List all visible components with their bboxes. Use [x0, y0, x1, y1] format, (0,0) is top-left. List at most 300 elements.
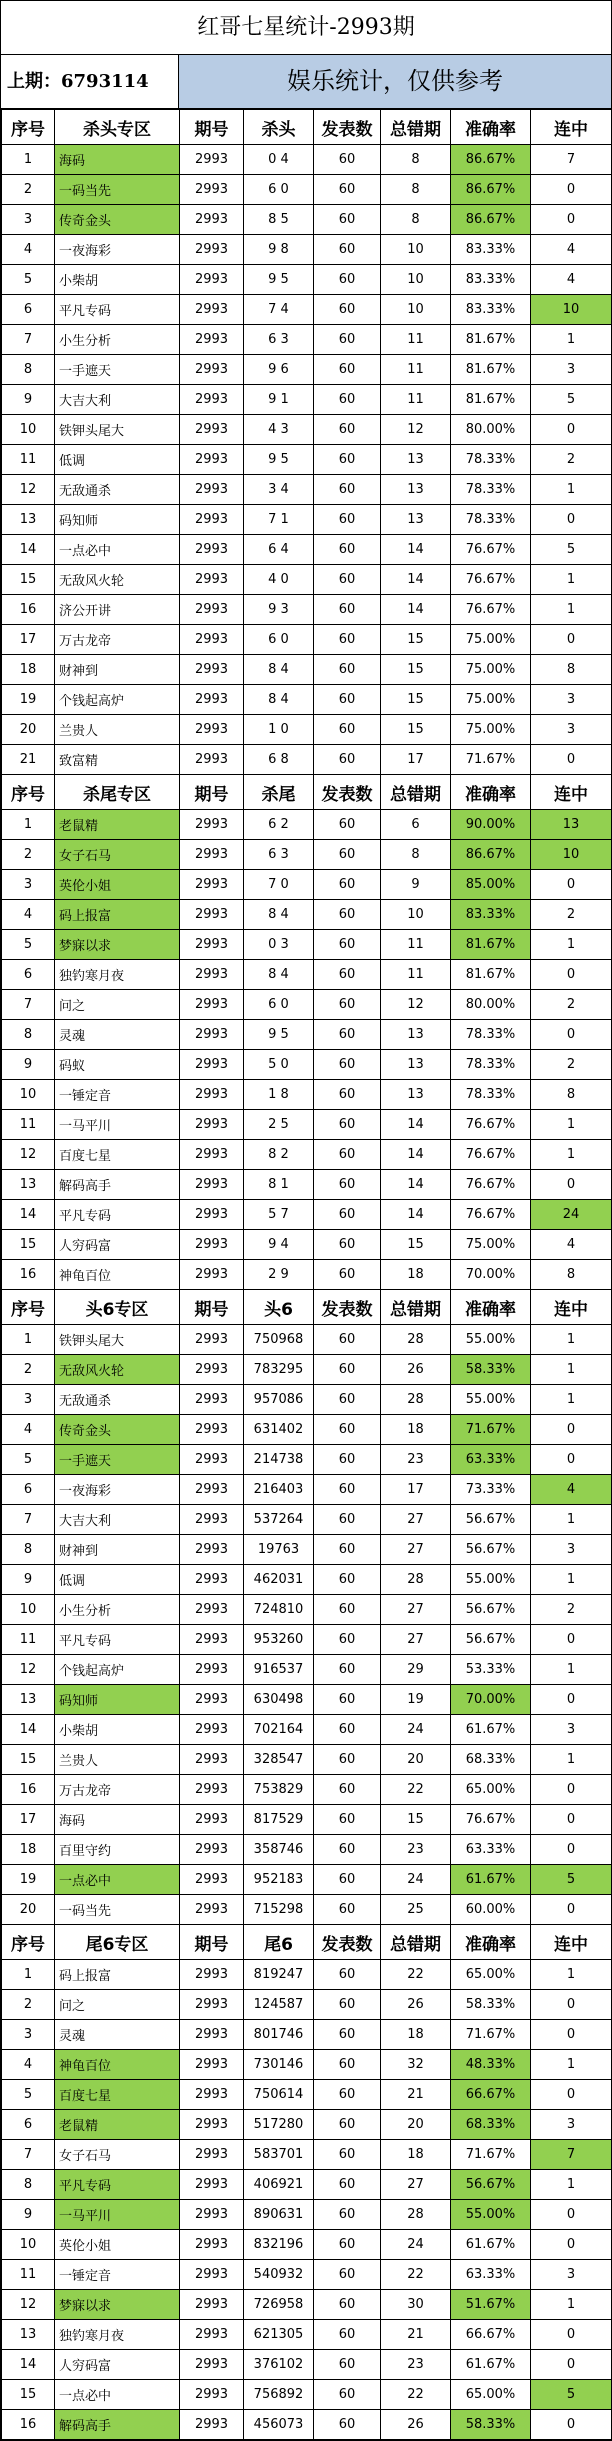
- row-index: 12: [2, 2290, 55, 2320]
- row-index: 10: [2, 1080, 55, 1110]
- table-row: [2, 565, 612, 595]
- predictor-name: 大吉大利: [55, 385, 180, 415]
- published-count: 60: [314, 145, 381, 175]
- row-index: 20: [2, 715, 55, 745]
- row-index: 4: [2, 1415, 55, 1445]
- prediction-value: 801746: [244, 2020, 314, 2050]
- error-count: 8: [381, 145, 451, 175]
- table-row: [2, 475, 612, 505]
- issue-number: 2993: [180, 960, 244, 990]
- published-count: 60: [314, 1050, 381, 1080]
- accuracy-rate: 78.33%: [451, 1020, 531, 1050]
- published-count: 60: [314, 2110, 381, 2140]
- prediction-value: 6 3: [244, 840, 314, 870]
- row-index: 21: [2, 745, 55, 775]
- table-row: [2, 1745, 612, 1775]
- accuracy-rate: 81.67%: [451, 930, 531, 960]
- issue-number: 2993: [180, 1445, 244, 1475]
- row-index: 18: [2, 655, 55, 685]
- predictor-name: 解码高手: [55, 1170, 180, 1200]
- win-streak: 0: [531, 625, 612, 655]
- issue-number: 2993: [180, 2170, 244, 2200]
- issue-number: 2993: [180, 655, 244, 685]
- error-count: 13: [381, 445, 451, 475]
- row-index: 1: [2, 810, 55, 840]
- win-streak: 1: [531, 1655, 612, 1685]
- table-row: [2, 265, 612, 295]
- table-row: [2, 1960, 612, 1990]
- predictor-name: 百度七星: [55, 1140, 180, 1170]
- table-row: [2, 2140, 612, 2170]
- accuracy-rate: 58.33%: [451, 1990, 531, 2020]
- accuracy-rate: 85.00%: [451, 870, 531, 900]
- accuracy-rate: 56.67%: [451, 1595, 531, 1625]
- win-streak: 0: [531, 1685, 612, 1715]
- win-streak: 0: [531, 1990, 612, 2020]
- prediction-value: 6 3: [244, 325, 314, 355]
- issue-number: 2993: [180, 1595, 244, 1625]
- predictor-name: 老鼠精: [55, 2110, 180, 2140]
- predictor-name: 小生分析: [55, 325, 180, 355]
- table-row: [2, 535, 612, 565]
- prediction-value: 358746: [244, 1835, 314, 1865]
- win-streak: 3: [531, 685, 612, 715]
- predictor-name: 英伦小姐: [55, 2230, 180, 2260]
- row-index: 12: [2, 1655, 55, 1685]
- error-count: 6: [381, 810, 451, 840]
- section-header-row: [2, 1925, 612, 1960]
- prediction-value: 7 0: [244, 870, 314, 900]
- win-streak: 1: [531, 1355, 612, 1385]
- error-count: 24: [381, 2230, 451, 2260]
- published-header: 发表数: [314, 110, 381, 145]
- predictor-name: 小生分析: [55, 1595, 180, 1625]
- error-count: 20: [381, 1745, 451, 1775]
- published-count: 60: [314, 2200, 381, 2230]
- predictor-name: 平凡专码: [55, 1625, 180, 1655]
- published-count: 60: [314, 205, 381, 235]
- issue-number: 2993: [180, 990, 244, 1020]
- accuracy-rate: 78.33%: [451, 1050, 531, 1080]
- published-count: 60: [314, 1355, 381, 1385]
- issue-number: 2993: [180, 1835, 244, 1865]
- issue-number: 2993: [180, 1805, 244, 1835]
- predictor-name: 神龟百位: [55, 1260, 180, 1290]
- table-row: [2, 595, 612, 625]
- published-count: 60: [314, 265, 381, 295]
- win-streak: 0: [531, 1895, 612, 1925]
- predictor-name: 独钓寒月夜: [55, 960, 180, 990]
- streak-header: 连中: [531, 1290, 612, 1325]
- error-count: 32: [381, 2050, 451, 2080]
- predictor-name: 一锤定音: [55, 1080, 180, 1110]
- accuracy-rate: 60.00%: [451, 1895, 531, 1925]
- error-count: 8: [381, 175, 451, 205]
- table-row: [2, 1325, 612, 1355]
- published-count: 60: [314, 1685, 381, 1715]
- predictor-name: 一马平川: [55, 2200, 180, 2230]
- predictor-name: 百度七星: [55, 2080, 180, 2110]
- accuracy-rate: 56.67%: [451, 2170, 531, 2200]
- error-count: 27: [381, 1595, 451, 1625]
- accuracy-header: 准确率: [451, 1925, 531, 1960]
- error-count: 12: [381, 990, 451, 1020]
- prediction-value: 957086: [244, 1385, 314, 1415]
- published-count: 60: [314, 1080, 381, 1110]
- accuracy-rate: 75.00%: [451, 655, 531, 685]
- accuracy-rate: 56.67%: [451, 1625, 531, 1655]
- published-count: 60: [314, 1415, 381, 1445]
- row-index: 9: [2, 385, 55, 415]
- win-streak: 1: [531, 2170, 612, 2200]
- accuracy-rate: 58.33%: [451, 2410, 531, 2440]
- row-index: 16: [2, 595, 55, 625]
- index-header: 序号: [2, 1925, 55, 1960]
- prediction-value: 953260: [244, 1625, 314, 1655]
- issue-header: 期号: [180, 775, 244, 810]
- row-index: 4: [2, 900, 55, 930]
- row-index: 5: [2, 2080, 55, 2110]
- published-count: 60: [314, 2050, 381, 2080]
- published-count: 60: [314, 1655, 381, 1685]
- row-index: 5: [2, 930, 55, 960]
- win-streak: 0: [531, 505, 612, 535]
- prediction-value: 7 4: [244, 295, 314, 325]
- accuracy-rate: 86.67%: [451, 175, 531, 205]
- error-count: 28: [381, 2200, 451, 2230]
- predictor-name: 万古龙帝: [55, 625, 180, 655]
- row-index: 11: [2, 1625, 55, 1655]
- row-index: 16: [2, 1260, 55, 1290]
- accuracy-rate: 76.67%: [451, 1170, 531, 1200]
- page-title: 红哥七星统计-2993期: [1, 1, 611, 55]
- row-index: 10: [2, 1595, 55, 1625]
- prediction-value: 8 4: [244, 960, 314, 990]
- predictor-name: 小柴胡: [55, 265, 180, 295]
- row-index: 2: [2, 175, 55, 205]
- issue-number: 2993: [180, 535, 244, 565]
- row-index: 13: [2, 1685, 55, 1715]
- issue-number: 2993: [180, 205, 244, 235]
- win-streak: 0: [531, 1835, 612, 1865]
- issue-number: 2993: [180, 930, 244, 960]
- accuracy-rate: 71.67%: [451, 2140, 531, 2170]
- win-streak: 0: [531, 2230, 612, 2260]
- row-index: 13: [2, 505, 55, 535]
- prediction-value: 621305: [244, 2320, 314, 2350]
- accuracy-rate: 86.67%: [451, 205, 531, 235]
- table-row: [2, 1865, 612, 1895]
- row-index: 9: [2, 1565, 55, 1595]
- row-index: 13: [2, 1170, 55, 1200]
- error-count: 8: [381, 840, 451, 870]
- predictor-name: 一点必中: [55, 535, 180, 565]
- zone-header: 尾6专区: [55, 1925, 180, 1960]
- zone-header: 杀头专区: [55, 110, 180, 145]
- table-row: [2, 235, 612, 265]
- issue-number: 2993: [180, 1745, 244, 1775]
- last-issue-result: 上期：6793114: [1, 55, 179, 108]
- win-streak: 2: [531, 990, 612, 1020]
- prediction-value: 6 0: [244, 990, 314, 1020]
- predictor-name: 万古龙帝: [55, 1775, 180, 1805]
- error-count: 17: [381, 745, 451, 775]
- prediction-value: 832196: [244, 2230, 314, 2260]
- prediction-value: 19763: [244, 1535, 314, 1565]
- issue-number: 2993: [180, 2020, 244, 2050]
- error-count: 14: [381, 595, 451, 625]
- predictor-name: 码知师: [55, 505, 180, 535]
- issue-number: 2993: [180, 235, 244, 265]
- win-streak: 0: [531, 2350, 612, 2380]
- accuracy-rate: 81.67%: [451, 385, 531, 415]
- row-index: 20: [2, 1895, 55, 1925]
- section-header-row: [2, 775, 612, 810]
- accuracy-rate: 70.00%: [451, 1685, 531, 1715]
- published-count: 60: [314, 1960, 381, 1990]
- predictor-name: 无敌风火轮: [55, 1355, 180, 1385]
- accuracy-header: 准确率: [451, 775, 531, 810]
- error-count: 29: [381, 1655, 451, 1685]
- published-count: 60: [314, 1715, 381, 1745]
- prediction-value: 214738: [244, 1445, 314, 1475]
- win-streak: 4: [531, 235, 612, 265]
- row-index: 8: [2, 1020, 55, 1050]
- accuracy-rate: 78.33%: [451, 475, 531, 505]
- table-row: [2, 1505, 612, 1535]
- table-row: [2, 1200, 612, 1230]
- error-count: 15: [381, 655, 451, 685]
- issue-number: 2993: [180, 1140, 244, 1170]
- published-count: 60: [314, 1775, 381, 1805]
- predictor-name: 一夜海彩: [55, 1475, 180, 1505]
- row-index: 1: [2, 1960, 55, 1990]
- published-count: 60: [314, 385, 381, 415]
- win-streak: 0: [531, 1445, 612, 1475]
- prediction-value: 9 3: [244, 595, 314, 625]
- predictor-name: 传奇金头: [55, 1415, 180, 1445]
- win-streak: 2: [531, 1595, 612, 1625]
- issue-number: 2993: [180, 415, 244, 445]
- prediction-value: 630498: [244, 1685, 314, 1715]
- predictor-name: 灵魂: [55, 2020, 180, 2050]
- table-row: [2, 2350, 612, 2380]
- error-count: 8: [381, 205, 451, 235]
- error-count: 14: [381, 1140, 451, 1170]
- published-count: 60: [314, 1020, 381, 1050]
- win-streak: 1: [531, 1385, 612, 1415]
- row-index: 5: [2, 265, 55, 295]
- accuracy-rate: 63.33%: [451, 1445, 531, 1475]
- table-row: [2, 1230, 612, 1260]
- row-index: 16: [2, 2410, 55, 2440]
- table-row: [2, 715, 612, 745]
- published-count: 60: [314, 1835, 381, 1865]
- win-streak: 24: [531, 1200, 612, 1230]
- predictor-name: 兰贵人: [55, 1745, 180, 1775]
- issue-number: 2993: [180, 475, 244, 505]
- index-header: 序号: [2, 775, 55, 810]
- pick-header: 头6: [244, 1290, 314, 1325]
- prediction-value: 5 7: [244, 1200, 314, 1230]
- win-streak: 0: [531, 1805, 612, 1835]
- issue-number: 2993: [180, 870, 244, 900]
- accuracy-rate: 75.00%: [451, 625, 531, 655]
- win-streak: 13: [531, 810, 612, 840]
- issue-number: 2993: [180, 685, 244, 715]
- table-row: [2, 145, 612, 175]
- win-streak: 0: [531, 415, 612, 445]
- accuracy-rate: 76.67%: [451, 1805, 531, 1835]
- row-index: 3: [2, 1385, 55, 1415]
- issue-number: 2993: [180, 2320, 244, 2350]
- published-count: 60: [314, 1505, 381, 1535]
- accuracy-header: 准确率: [451, 110, 531, 145]
- table-row: [2, 1805, 612, 1835]
- win-streak: 0: [531, 2020, 612, 2050]
- issue-number: 2993: [180, 2350, 244, 2380]
- published-count: 60: [314, 295, 381, 325]
- predictor-name: 梦寐以求: [55, 2290, 180, 2320]
- prediction-value: 715298: [244, 1895, 314, 1925]
- win-streak: 1: [531, 1140, 612, 1170]
- error-count: 27: [381, 2170, 451, 2200]
- table-row: [2, 2260, 612, 2290]
- error-count: 13: [381, 1020, 451, 1050]
- win-streak: 2: [531, 445, 612, 475]
- row-index: 9: [2, 2200, 55, 2230]
- table-row: [2, 1990, 612, 2020]
- win-streak: 1: [531, 595, 612, 625]
- row-index: 8: [2, 355, 55, 385]
- prediction-value: 730146: [244, 2050, 314, 2080]
- row-index: 14: [2, 535, 55, 565]
- prediction-value: 4 3: [244, 415, 314, 445]
- win-streak: 0: [531, 175, 612, 205]
- streak-header: 连中: [531, 1925, 612, 1960]
- error-count: 11: [381, 355, 451, 385]
- row-index: 12: [2, 475, 55, 505]
- issue-header: 期号: [180, 1290, 244, 1325]
- issue-number: 2993: [180, 1775, 244, 1805]
- streak-header: 连中: [531, 110, 612, 145]
- row-index: 17: [2, 1805, 55, 1835]
- accuracy-rate: 55.00%: [451, 1565, 531, 1595]
- prediction-value: 124587: [244, 1990, 314, 2020]
- accuracy-rate: 83.33%: [451, 295, 531, 325]
- prediction-value: 0 4: [244, 145, 314, 175]
- published-count: 60: [314, 990, 381, 1020]
- predictor-name: 英伦小姐: [55, 870, 180, 900]
- published-count: 60: [314, 2350, 381, 2380]
- accuracy-rate: 71.67%: [451, 2020, 531, 2050]
- accuracy-rate: 78.33%: [451, 445, 531, 475]
- accuracy-rate: 61.67%: [451, 1865, 531, 1895]
- published-count: 60: [314, 445, 381, 475]
- table-row: [2, 1775, 612, 1805]
- predictor-name: 致富精: [55, 745, 180, 775]
- table-row: [2, 2380, 612, 2410]
- accuracy-rate: 83.33%: [451, 900, 531, 930]
- predictor-name: 码上报富: [55, 1960, 180, 1990]
- row-index: 14: [2, 2350, 55, 2380]
- info-bar: [1, 55, 611, 109]
- error-count: 22: [381, 2380, 451, 2410]
- published-count: 60: [314, 900, 381, 930]
- accuracy-rate: 81.67%: [451, 325, 531, 355]
- prediction-value: 4 0: [244, 565, 314, 595]
- published-count: 60: [314, 475, 381, 505]
- row-index: 5: [2, 1445, 55, 1475]
- accuracy-rate: 68.33%: [451, 2110, 531, 2140]
- prediction-value: 8 4: [244, 655, 314, 685]
- table-row: [2, 2410, 612, 2440]
- accuracy-rate: 65.00%: [451, 1775, 531, 1805]
- issue-number: 2993: [180, 1110, 244, 1140]
- predictor-name: 人穷码富: [55, 1230, 180, 1260]
- error-count: 30: [381, 2290, 451, 2320]
- published-count: 60: [314, 2230, 381, 2260]
- accuracy-rate: 56.67%: [451, 1505, 531, 1535]
- win-streak: 0: [531, 745, 612, 775]
- published-count: 60: [314, 1445, 381, 1475]
- issue-number: 2993: [180, 1655, 244, 1685]
- prediction-value: 2 5: [244, 1110, 314, 1140]
- accuracy-rate: 76.67%: [451, 565, 531, 595]
- predictor-name: 神龟百位: [55, 2050, 180, 2080]
- prediction-value: 540932: [244, 2260, 314, 2290]
- table-row: [2, 1685, 612, 1715]
- error-count: 18: [381, 1260, 451, 1290]
- error-count: 22: [381, 1960, 451, 1990]
- accuracy-header: 准确率: [451, 1290, 531, 1325]
- error-count: 18: [381, 1415, 451, 1445]
- row-index: 9: [2, 1050, 55, 1080]
- win-streak: 0: [531, 870, 612, 900]
- predictor-name: 问之: [55, 1990, 180, 2020]
- win-streak: 7: [531, 2140, 612, 2170]
- table-row: [2, 1625, 612, 1655]
- table-row: [2, 205, 612, 235]
- table-row: [2, 2110, 612, 2140]
- predictor-name: 百里守约: [55, 1835, 180, 1865]
- row-index: 12: [2, 1140, 55, 1170]
- error-count: 21: [381, 2320, 451, 2350]
- row-index: 2: [2, 1990, 55, 2020]
- issue-number: 2993: [180, 295, 244, 325]
- error-count: 14: [381, 1170, 451, 1200]
- predictor-name: 码知师: [55, 1685, 180, 1715]
- win-streak: 0: [531, 205, 612, 235]
- issue-number: 2993: [180, 1050, 244, 1080]
- published-count: 60: [314, 960, 381, 990]
- win-streak: 1: [531, 2290, 612, 2320]
- issue-number: 2993: [180, 1170, 244, 1200]
- row-index: 7: [2, 2140, 55, 2170]
- published-count: 60: [314, 745, 381, 775]
- row-index: 16: [2, 1775, 55, 1805]
- predictor-name: 无敌通杀: [55, 475, 180, 505]
- win-streak: 0: [531, 1170, 612, 1200]
- win-streak: 10: [531, 840, 612, 870]
- predictor-name: 济公开讲: [55, 595, 180, 625]
- published-count: 60: [314, 1475, 381, 1505]
- published-count: 60: [314, 1625, 381, 1655]
- errors-header: 总错期: [381, 110, 451, 145]
- prediction-value: 750614: [244, 2080, 314, 2110]
- published-header: 发表数: [314, 1290, 381, 1325]
- issue-number: 2993: [180, 840, 244, 870]
